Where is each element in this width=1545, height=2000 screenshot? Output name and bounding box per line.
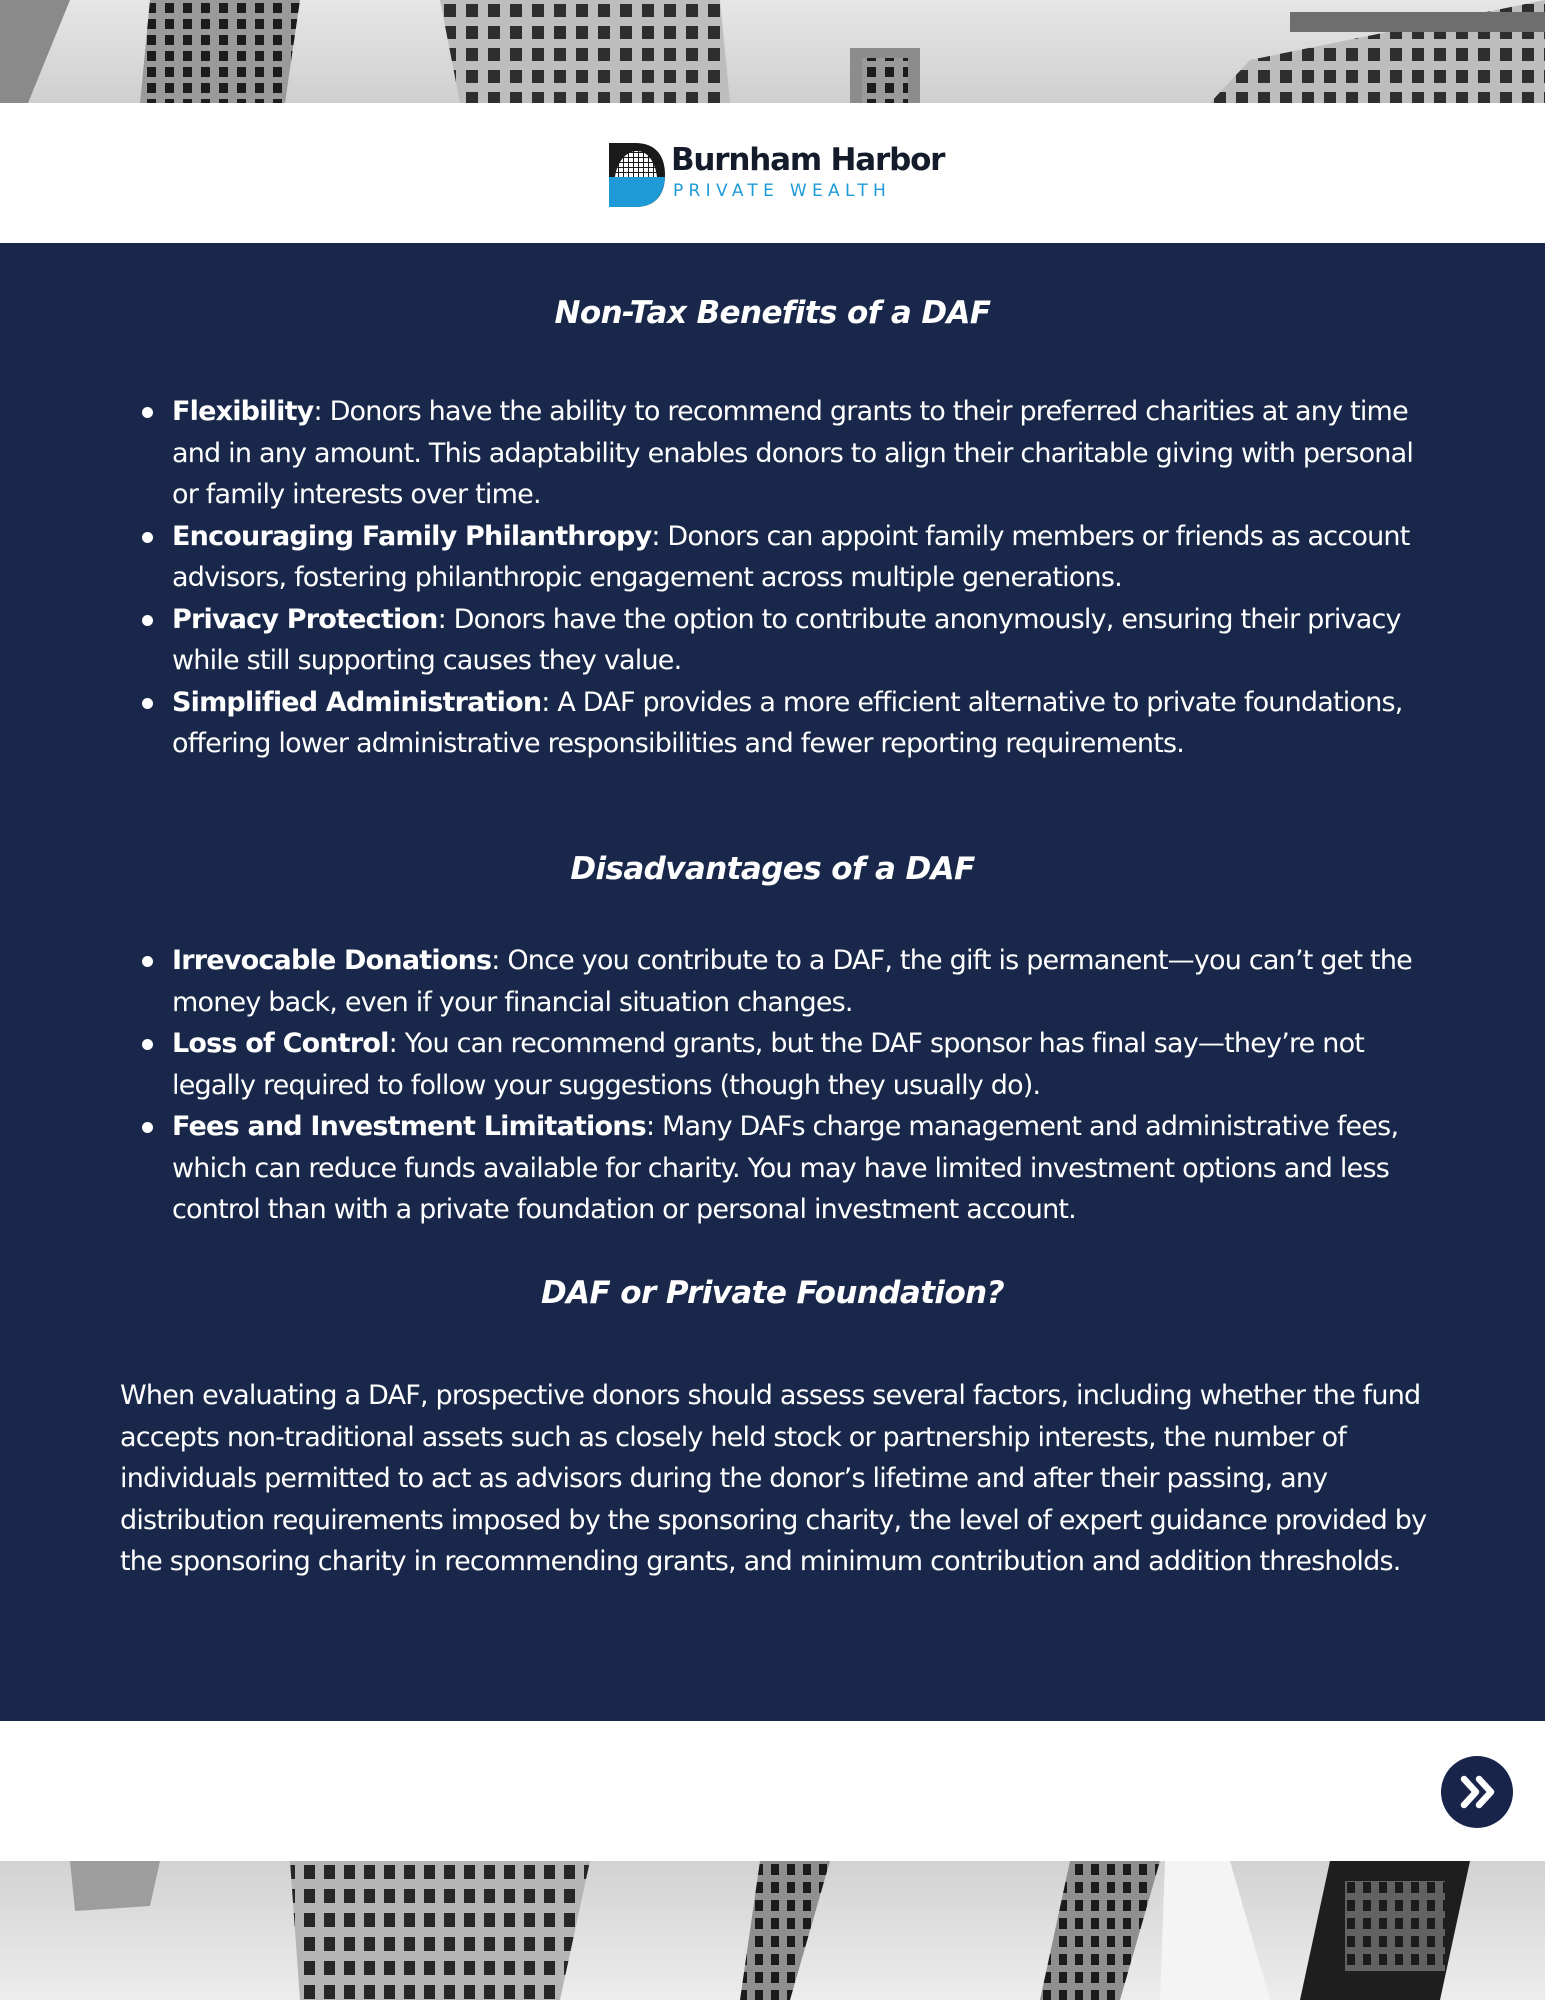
- list-item-text: : Many DAFs charge management and administrative fees, which can reduce funds available for charity. You may have limited investment options and less control than with a private foundation or personal investment account.: [172, 1111, 1399, 1225]
- logo-wordmark: Burnham Harbor: [671, 142, 945, 178]
- list-item: [172, 1106, 1432, 1231]
- list-item-term: Privacy Protection: [172, 603, 438, 635]
- list-item: [172, 682, 1432, 765]
- footer: [0, 1721, 1545, 1861]
- list-item-term: Fees and Investment Limitations: [172, 1111, 646, 1142]
- list-item-text: : You can recommend grants, but the DAF sponsor has final say—they’re not legally required to follow your suggestions (though they usually do).: [172, 1028, 1365, 1101]
- list-item: [172, 1023, 1432, 1106]
- list-item: [172, 940, 1432, 1023]
- benefits-heading: Non-Tax Benefits of a DAF: [554, 295, 991, 331]
- logo-tagline: PRIVATE WEALTH: [673, 181, 892, 201]
- comparison-paragraph: When evaluating a DAF, prospective donors should assess several factors, including whether the fund accepts non-traditional assets such as closely held stock or partnership interests, the number of individuals permitted to act as advisors during the donor’s lifetime and after their passing, any distribution requirements imposed by the sponsoring charity, the level of expert guidance provided by the sponsoring charity in recommending grants, and minimum contribution and addition thresholds.: [120, 1380, 1427, 1577]
- list-item-text: : A DAF provides a more efficient alternative to private foundations, offering lower administrative responsibilities and fewer reporting requirements.: [172, 686, 1403, 759]
- content-panel: [0, 243, 1545, 1721]
- double-chevron-right-icon: [1441, 1756, 1513, 1828]
- list-item: [172, 516, 1432, 599]
- list-item-text: : Donors have the ability to recommend grants to their preferred charities at any time and in any amount. This adaptability enables donors to align their charitable giving with personal or family interests over time.: [172, 396, 1414, 510]
- next-page-button[interactable]: [1441, 1756, 1513, 1828]
- list-item-term: Flexibility: [172, 396, 314, 427]
- list-item: [172, 391, 1432, 516]
- benefits-list: [172, 391, 1432, 765]
- disadvantages-list: [172, 940, 1432, 1231]
- footer-photo-banner: [0, 1861, 1545, 2000]
- list-item: [172, 599, 1432, 682]
- list-item-term: Simplified Administration: [172, 686, 542, 718]
- disadvantages-heading: Disadvantages of a DAF: [570, 851, 975, 887]
- list-item-text: : Once you contribute to a DAF, the gift is permanent—you can’t get the money back, even if your financial situation changes.: [172, 945, 1412, 1018]
- logo-header: [0, 103, 1545, 243]
- list-item-term: Irrevocable Donations: [172, 945, 492, 976]
- building-dome-logo-icon: [609, 143, 667, 207]
- comparison-heading: DAF or Private Foundation?: [540, 1275, 1005, 1311]
- company-logo: [609, 141, 945, 209]
- list-item-text: : Donors have the option to contribute anonymously, ensuring their privacy while still supporting causes they value.: [172, 603, 1401, 676]
- list-item-term: Encouraging Family Philanthropy: [172, 520, 652, 552]
- list-item-term: Loss of Control: [172, 1028, 389, 1059]
- list-item-text: : Donors can appoint family members or friends as account advisors, fostering philanthropic engagement across multiple generations.: [172, 520, 1410, 593]
- header-photo-banner: [0, 0, 1545, 103]
